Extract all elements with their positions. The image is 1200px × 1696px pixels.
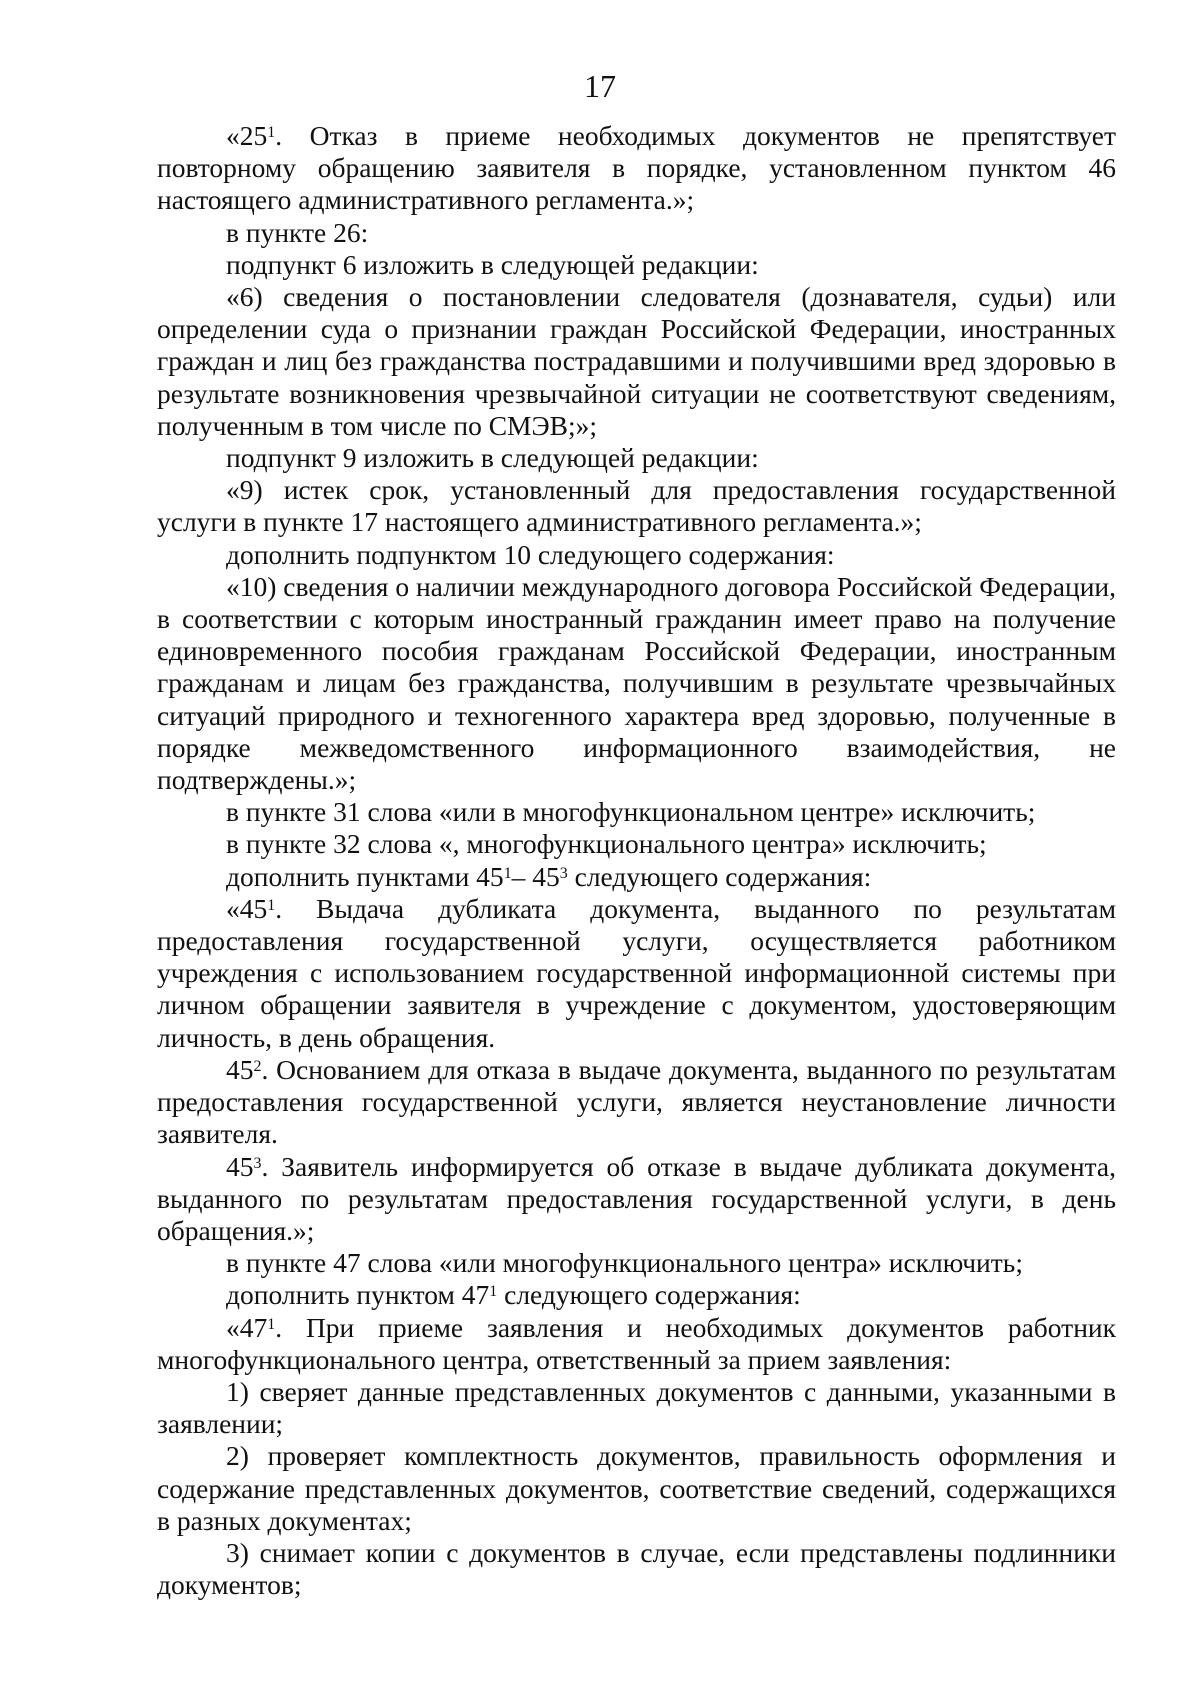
text-run: «6) сведения о постановлении следователя (дознавателя, судьи) или определении суда о признании граждан Российской Федерации, иностранных граждан и лиц без гражданства пострадавшими и получившими вред здоровью в результате возникновения чрезвычайной ситуации не соответствуют сведениям, полученным в том числе по СМЭВ;»; — [157, 281, 1116, 441]
superscript: 1 — [489, 1283, 498, 1301]
text-run: подпункт 6 изложить в следующей редакции: — [226, 248, 759, 280]
text-run: 45 — [226, 1053, 254, 1085]
text-run: дополнить подпунктом 10 следующего содержания: — [226, 538, 835, 570]
text-run: «45 — [226, 892, 268, 924]
paragraph — [157, 1312, 1116, 1376]
paragraph — [157, 539, 1116, 571]
text-run: 1) сверяет данные представленных документов с данными, указанными в заявлении; — [157, 1375, 1116, 1440]
paragraph — [157, 1279, 1116, 1311]
paragraph — [157, 571, 1116, 796]
text-run: в пункте 31 слова «или в многофункциональном центре» исключить; — [226, 796, 1036, 828]
text-run: . При приеме заявления и необходимых документов работник многофункционального центра, ответственный за прием заявления: — [157, 1311, 1116, 1375]
text-run: – 45 — [511, 860, 560, 892]
paragraph — [157, 1151, 1116, 1248]
text-run: 45 — [226, 1150, 254, 1182]
paragraph — [157, 1054, 1116, 1151]
superscript: 1 — [503, 864, 512, 882]
page-number: 17 — [584, 68, 616, 104]
text-run: 3) снимает копии с документов в случае, если представлены подлинники документов; — [157, 1536, 1116, 1601]
text-run: следующего содержания: — [497, 1279, 801, 1311]
text-run: дополнить пунктами 45 — [226, 860, 504, 892]
paragraph — [157, 861, 1116, 893]
paragraph — [157, 1440, 1116, 1537]
text-run: 2) проверяет комплектность документов, правильность оформления и содержание представленных документов, соответствие сведений, содержащихся в разных документах; — [157, 1440, 1116, 1536]
paragraph — [157, 281, 1116, 442]
superscript: 1 — [267, 1315, 276, 1333]
paragraph — [157, 1247, 1116, 1279]
text-run: . Заявитель информируется об отказе в выдаче дубликата документа, выданного по результатам предоставления государственной услуги, в день обращения.»; — [157, 1150, 1116, 1246]
superscript: 3 — [253, 1154, 262, 1172]
text-run: в пункте 32 слова «, многофункционального центра» исключить; — [226, 828, 987, 860]
text-run: . Отказ в приеме необходимых документов не препятствует повторному обращению заявителя в порядке, установленном пунктом 46 настоящего административного регламента.»; — [157, 120, 1116, 216]
text-run: подпункт 9 изложить в следующей редакции: — [226, 442, 759, 474]
text-run: дополнить пунктом 47 — [226, 1279, 490, 1311]
text-run: . Основанием для отказа в выдаче документа, выданного по результатам предоставления государственной услуги, является неустановление личности заявителя. — [157, 1053, 1116, 1150]
text-run: «47 — [226, 1311, 268, 1343]
text-run: следующего содержания: — [567, 860, 872, 892]
paragraph — [157, 474, 1116, 538]
paragraph — [157, 217, 1116, 249]
text-run: «25 — [226, 120, 268, 151]
document-body — [157, 120, 1116, 1601]
text-run: «10) сведения о наличии международного договора Российской Федерации, в соответствии с которым иностранный гражданин имеет право на получение единовременного пособия гражданам Российской Федерации, иностранным гражданам и лицам без гражданства, получившим в результате чрезвычайных ситуаций природного и техногенного характера вред здоровью, полученные в порядке межведомственного информационного взаимодействия, не подтверждены.»; — [157, 570, 1116, 796]
paragraph — [157, 893, 1116, 1054]
paragraph — [157, 120, 1116, 217]
paragraph — [157, 249, 1116, 281]
superscript: 2 — [253, 1057, 262, 1075]
superscript: 1 — [267, 124, 276, 141]
text-run: «9) истек срок, установленный для предоставления государственной услуги в пункте 17 настоящего административного регламента.»; — [157, 474, 1116, 538]
text-run: в пункте 26: — [226, 216, 369, 248]
superscript: 1 — [267, 896, 276, 914]
paragraph — [157, 442, 1116, 474]
paragraph — [157, 1537, 1116, 1601]
paragraph — [157, 796, 1116, 828]
paragraph — [157, 828, 1116, 860]
text-run: . Выдача дубликата документа, выданного по результатам предоставления государственной услуги, осуществляется работником учреждения с использованием государственной информационной системы при личном обращении заявителя в учреждение с документом, удостоверяющим личность, в день обращения. — [157, 892, 1116, 1053]
superscript: 3 — [559, 864, 568, 882]
text-run: в пункте 47 слова «или многофункционального центра» исключить; — [226, 1247, 1023, 1279]
paragraph — [157, 1376, 1116, 1440]
